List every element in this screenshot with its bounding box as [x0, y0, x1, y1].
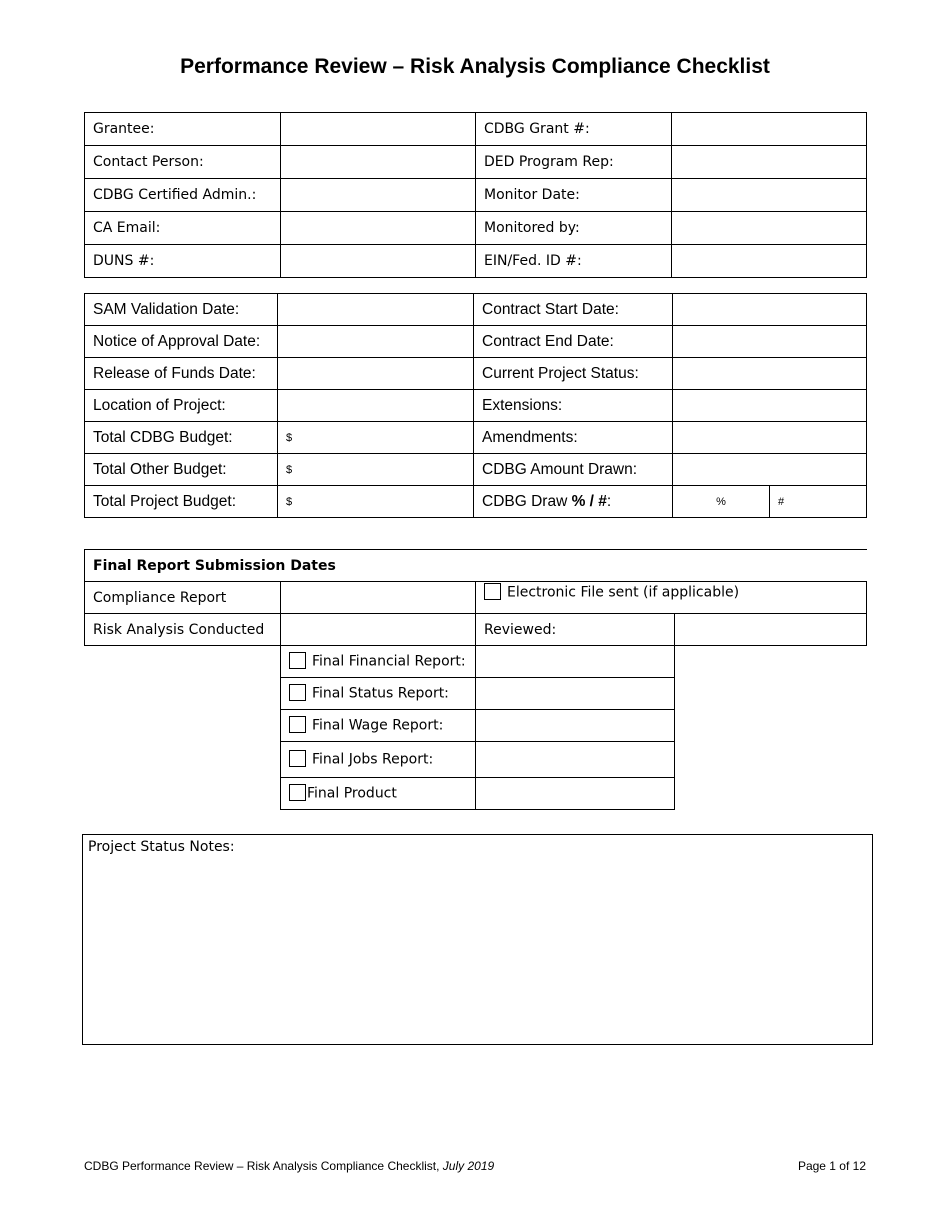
total-project-budget-label: Total Project Budget: [85, 486, 278, 518]
release-of-funds-date-label: Release of Funds Date: [85, 358, 278, 390]
report-label: Final Financial Report: [312, 653, 466, 670]
cdbg-draw-percent-field[interactable]: % [673, 486, 770, 518]
grantee-info-table [84, 112, 867, 278]
final-product-checkbox[interactable] [289, 784, 306, 801]
final-jobs-report-field[interactable] [476, 742, 675, 778]
final-financial-report-item[interactable] [281, 646, 476, 678]
electronic-file-sent-item[interactable] [476, 582, 867, 614]
cdbg-draw-suffix: : [606, 492, 612, 510]
cdbg-grant-field[interactable] [672, 113, 867, 146]
table-row [85, 294, 867, 326]
footer-date: July 2019 [442, 1159, 495, 1173]
table-row [85, 742, 867, 778]
table-row [85, 646, 867, 678]
project-status-notes[interactable] [82, 834, 873, 1045]
cdbg-amount-drawn-label: CDBG Amount Drawn: [474, 454, 673, 486]
current-project-status-label: Current Project Status: [474, 358, 673, 390]
table-row [85, 146, 867, 179]
table-row [85, 390, 867, 422]
contract-start-date-field[interactable] [673, 294, 867, 326]
page-number: Page 1 of 12 [797, 1159, 866, 1173]
cdbg-certified-admin-field[interactable] [281, 179, 476, 212]
final-wage-report-field[interactable] [476, 710, 675, 742]
final-financial-report-checkbox[interactable] [289, 652, 306, 669]
table-row [85, 550, 867, 582]
ded-program-rep-field[interactable] [672, 146, 867, 179]
table-row [85, 326, 867, 358]
total-cdbg-budget-label: Total CDBG Budget: [85, 422, 278, 454]
table-row [85, 422, 867, 454]
grantee-field[interactable] [281, 113, 476, 146]
monitor-date-label: Monitor Date: [476, 179, 672, 212]
electronic-file-label: Electronic File sent (if applicable) [507, 584, 740, 601]
duns-field[interactable] [281, 245, 476, 278]
final-status-report-item[interactable] [281, 678, 476, 710]
final-report-header: Final Report Submission Dates [85, 550, 867, 582]
report-label: Final Wage Report: [312, 717, 444, 734]
footer-text: CDBG Performance Review – Risk Analysis Compliance Checklist, [84, 1159, 443, 1173]
total-cdbg-budget-field[interactable]: $ [278, 422, 474, 454]
page-title: Performance Review – Risk Analysis Compliance Checklist [180, 55, 770, 78]
monitor-date-field[interactable] [672, 179, 867, 212]
final-jobs-report-item[interactable] [281, 742, 476, 778]
table-row [85, 614, 867, 646]
amendments-field[interactable] [673, 422, 867, 454]
release-of-funds-date-field[interactable] [278, 358, 474, 390]
compliance-report-label: Compliance Report [85, 582, 281, 614]
notice-of-approval-date-label: Notice of Approval Date: [85, 326, 278, 358]
final-status-report-checkbox[interactable] [289, 684, 306, 701]
table-row [85, 358, 867, 390]
ca-email-field[interactable] [281, 212, 476, 245]
table-row [85, 212, 867, 245]
notice-of-approval-date-field[interactable] [278, 326, 474, 358]
duns-label: DUNS #: [85, 245, 281, 278]
report-label: Final Status Report: [312, 685, 449, 702]
table-row [85, 582, 867, 614]
cdbg-certified-admin-label: CDBG Certified Admin.: [85, 179, 281, 212]
reviewed-label: Reviewed: [476, 614, 675, 646]
cdbg-amount-drawn-field[interactable] [673, 454, 867, 486]
total-other-budget-label: Total Other Budget: [85, 454, 278, 486]
footer-document-title [84, 1159, 494, 1173]
final-product-field[interactable] [476, 778, 675, 810]
cdbg-draw-bold: % / # [571, 492, 607, 510]
risk-analysis-conducted-field[interactable] [281, 614, 476, 646]
risk-analysis-conducted-label: Risk Analysis Conducted [85, 614, 281, 646]
monitored-by-label: Monitored by: [476, 212, 672, 245]
final-wage-report-checkbox[interactable] [289, 716, 306, 733]
cdbg-draw-label [474, 486, 673, 518]
total-other-budget-field[interactable]: $ [278, 454, 474, 486]
table-row [85, 179, 867, 212]
extensions-field[interactable] [673, 390, 867, 422]
table-row [85, 454, 867, 486]
electronic-file-checkbox[interactable] [484, 583, 501, 600]
contract-end-date-label: Contract End Date: [474, 326, 673, 358]
amendments-label: Amendments: [474, 422, 673, 454]
table-row [85, 778, 867, 810]
ein-field[interactable] [672, 245, 867, 278]
table-row [85, 245, 867, 278]
table-row [85, 710, 867, 742]
project-status-notes-label: Project Status Notes: [88, 839, 235, 855]
total-project-budget-field[interactable]: $ [278, 486, 474, 518]
compliance-report-field[interactable] [281, 582, 476, 614]
report-label: Final Jobs Report: [312, 751, 434, 768]
final-jobs-report-checkbox[interactable] [289, 750, 306, 767]
table-row [85, 486, 867, 518]
ca-email-label: CA Email: [85, 212, 281, 245]
contact-person-field[interactable] [281, 146, 476, 179]
monitored-by-field[interactable] [672, 212, 867, 245]
contract-start-date-label: Contract Start Date: [474, 294, 673, 326]
cdbg-grant-label: CDBG Grant #: [476, 113, 672, 146]
grantee-label: Grantee: [85, 113, 281, 146]
sam-validation-date-label: SAM Validation Date: [85, 294, 278, 326]
cdbg-draw-count-field[interactable]: # [770, 486, 867, 518]
reviewed-field[interactable] [675, 614, 867, 646]
contract-end-date-field[interactable] [673, 326, 867, 358]
current-project-status-field[interactable] [673, 358, 867, 390]
extensions-label: Extensions: [474, 390, 673, 422]
final-report-table [84, 549, 867, 810]
ded-program-rep-label: DED Program Rep: [476, 146, 672, 179]
contact-person-label: Contact Person: [85, 146, 281, 179]
final-product-item[interactable] [281, 778, 476, 810]
ein-label: EIN/Fed. ID #: [476, 245, 672, 278]
table-row [85, 113, 867, 146]
cdbg-draw-prefix: CDBG Draw [482, 492, 572, 510]
sam-validation-date-field[interactable] [278, 294, 474, 326]
location-of-project-label: Location of Project: [85, 390, 278, 422]
final-status-report-field[interactable] [476, 678, 675, 710]
report-label: Final Product [307, 785, 397, 802]
location-of-project-field[interactable] [278, 390, 474, 422]
project-info-table [84, 293, 867, 518]
final-financial-report-field[interactable] [476, 646, 675, 678]
table-row [85, 678, 867, 710]
final-wage-report-item[interactable] [281, 710, 476, 742]
